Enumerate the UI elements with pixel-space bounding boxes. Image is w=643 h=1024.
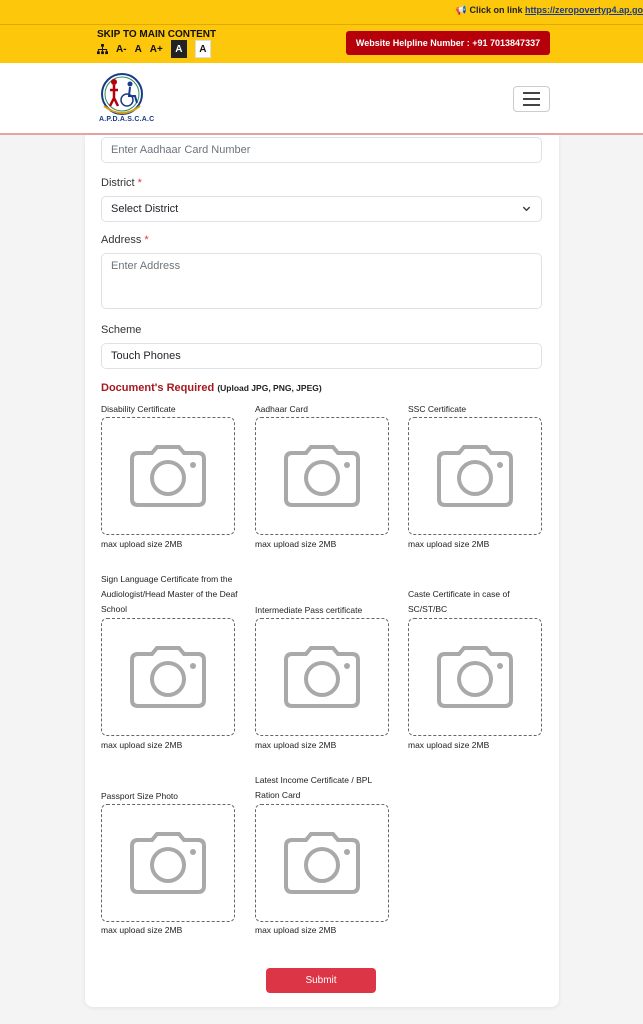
camera-icon bbox=[130, 646, 206, 708]
divider bbox=[0, 24, 643, 25]
passport-photo-label: Passport Size Photo bbox=[101, 791, 179, 801]
intermediate-certificate-label: Intermediate Pass certificate bbox=[255, 605, 363, 615]
upload-size-hint: max upload size 2MB bbox=[255, 539, 337, 549]
upload-size-hint: max upload size 2MB bbox=[101, 539, 183, 549]
sign-language-certificate-upload[interactable] bbox=[101, 618, 235, 736]
aadhaar-number-input[interactable] bbox=[101, 137, 542, 163]
district-selected-value: Select District bbox=[111, 203, 179, 215]
top-bar bbox=[0, 0, 643, 63]
caste-certificate-label: Caste Certificate in case of SC/ST/BC bbox=[408, 589, 510, 614]
camera-icon bbox=[130, 832, 206, 894]
font-increase-button[interactable]: A+ bbox=[149, 43, 163, 55]
documents-required-heading: Document's Required (Upload JPG, PNG, JPEG) bbox=[101, 382, 322, 394]
scheme-label: Scheme bbox=[101, 324, 142, 336]
logo-text: A.P.D.A.S.C.A.C bbox=[99, 116, 155, 123]
helpline-button[interactable]: Website Helpline Number : +91 7013847337 bbox=[346, 31, 550, 55]
camera-icon bbox=[284, 832, 360, 894]
chevron-down-icon bbox=[522, 204, 531, 213]
hamburger-icon bbox=[523, 92, 540, 94]
camera-icon bbox=[284, 445, 360, 507]
passport-photo-upload[interactable] bbox=[101, 804, 235, 922]
disability-certificate-label: Disability Certificate bbox=[101, 404, 176, 414]
address-textarea[interactable] bbox=[101, 253, 542, 309]
required-marker: * bbox=[144, 234, 149, 246]
upload-size-hint: max upload size 2MB bbox=[101, 925, 183, 935]
camera-icon bbox=[437, 646, 513, 708]
upload-size-hint: max upload size 2MB bbox=[255, 925, 337, 935]
accessibility-toolbar bbox=[97, 40, 211, 58]
aadhaar-card-upload[interactable] bbox=[255, 417, 389, 535]
sign-language-certificate-label: Sign Language Certificate from the Audiologist/Head Master of the Deaf School bbox=[101, 574, 238, 614]
notice-banner bbox=[456, 5, 643, 16]
light-contrast-button[interactable]: A bbox=[195, 40, 211, 58]
skip-to-main-content-link[interactable]: SKIP TO MAIN CONTENT bbox=[97, 29, 217, 40]
income-certificate-label: Latest Income Certificate / BPL Ration Card bbox=[255, 775, 372, 800]
address-label: Address * bbox=[101, 234, 149, 246]
notice-link[interactable]: https://zeropovertyp4.ap.go bbox=[524, 5, 643, 15]
camera-icon bbox=[437, 445, 513, 507]
address-placeholder: Enter Address bbox=[111, 260, 181, 272]
caste-certificate-upload[interactable] bbox=[408, 618, 542, 736]
district-select[interactable] bbox=[101, 196, 542, 222]
dark-contrast-button[interactable]: A bbox=[171, 40, 187, 58]
income-certificate-upload[interactable] bbox=[255, 804, 389, 922]
aadhaar-card-label: Aadhaar Card bbox=[255, 404, 308, 414]
ssc-certificate-upload[interactable] bbox=[408, 417, 542, 535]
megaphone-icon: 📢 bbox=[455, 5, 467, 15]
upload-size-hint: max upload size 2MB bbox=[101, 740, 183, 750]
submit-button[interactable]: Submit bbox=[266, 968, 376, 993]
intermediate-certificate-upload[interactable] bbox=[255, 618, 389, 736]
disability-certificate-upload[interactable] bbox=[101, 417, 235, 535]
menu-toggle-button[interactable] bbox=[513, 86, 550, 112]
sitemap-icon[interactable] bbox=[97, 44, 108, 55]
ssc-certificate-label: SSC Certificate bbox=[408, 404, 467, 414]
upload-size-hint: max upload size 2MB bbox=[408, 539, 490, 549]
aadhaar-placeholder: Enter Aadhaar Card Number bbox=[111, 144, 251, 156]
scheme-value: Touch Phones bbox=[111, 350, 181, 362]
district-label: District * bbox=[101, 177, 142, 189]
scheme-field[interactable] bbox=[101, 343, 542, 369]
font-decrease-button[interactable]: A- bbox=[116, 43, 127, 55]
camera-icon bbox=[130, 445, 206, 507]
required-marker: * bbox=[137, 177, 142, 189]
notice-text: Click on link bbox=[469, 5, 523, 15]
camera-icon bbox=[284, 646, 360, 708]
upload-size-hint: max upload size 2MB bbox=[408, 740, 490, 750]
upload-size-hint: max upload size 2MB bbox=[255, 740, 337, 750]
font-normal-button[interactable]: A bbox=[134, 43, 142, 55]
